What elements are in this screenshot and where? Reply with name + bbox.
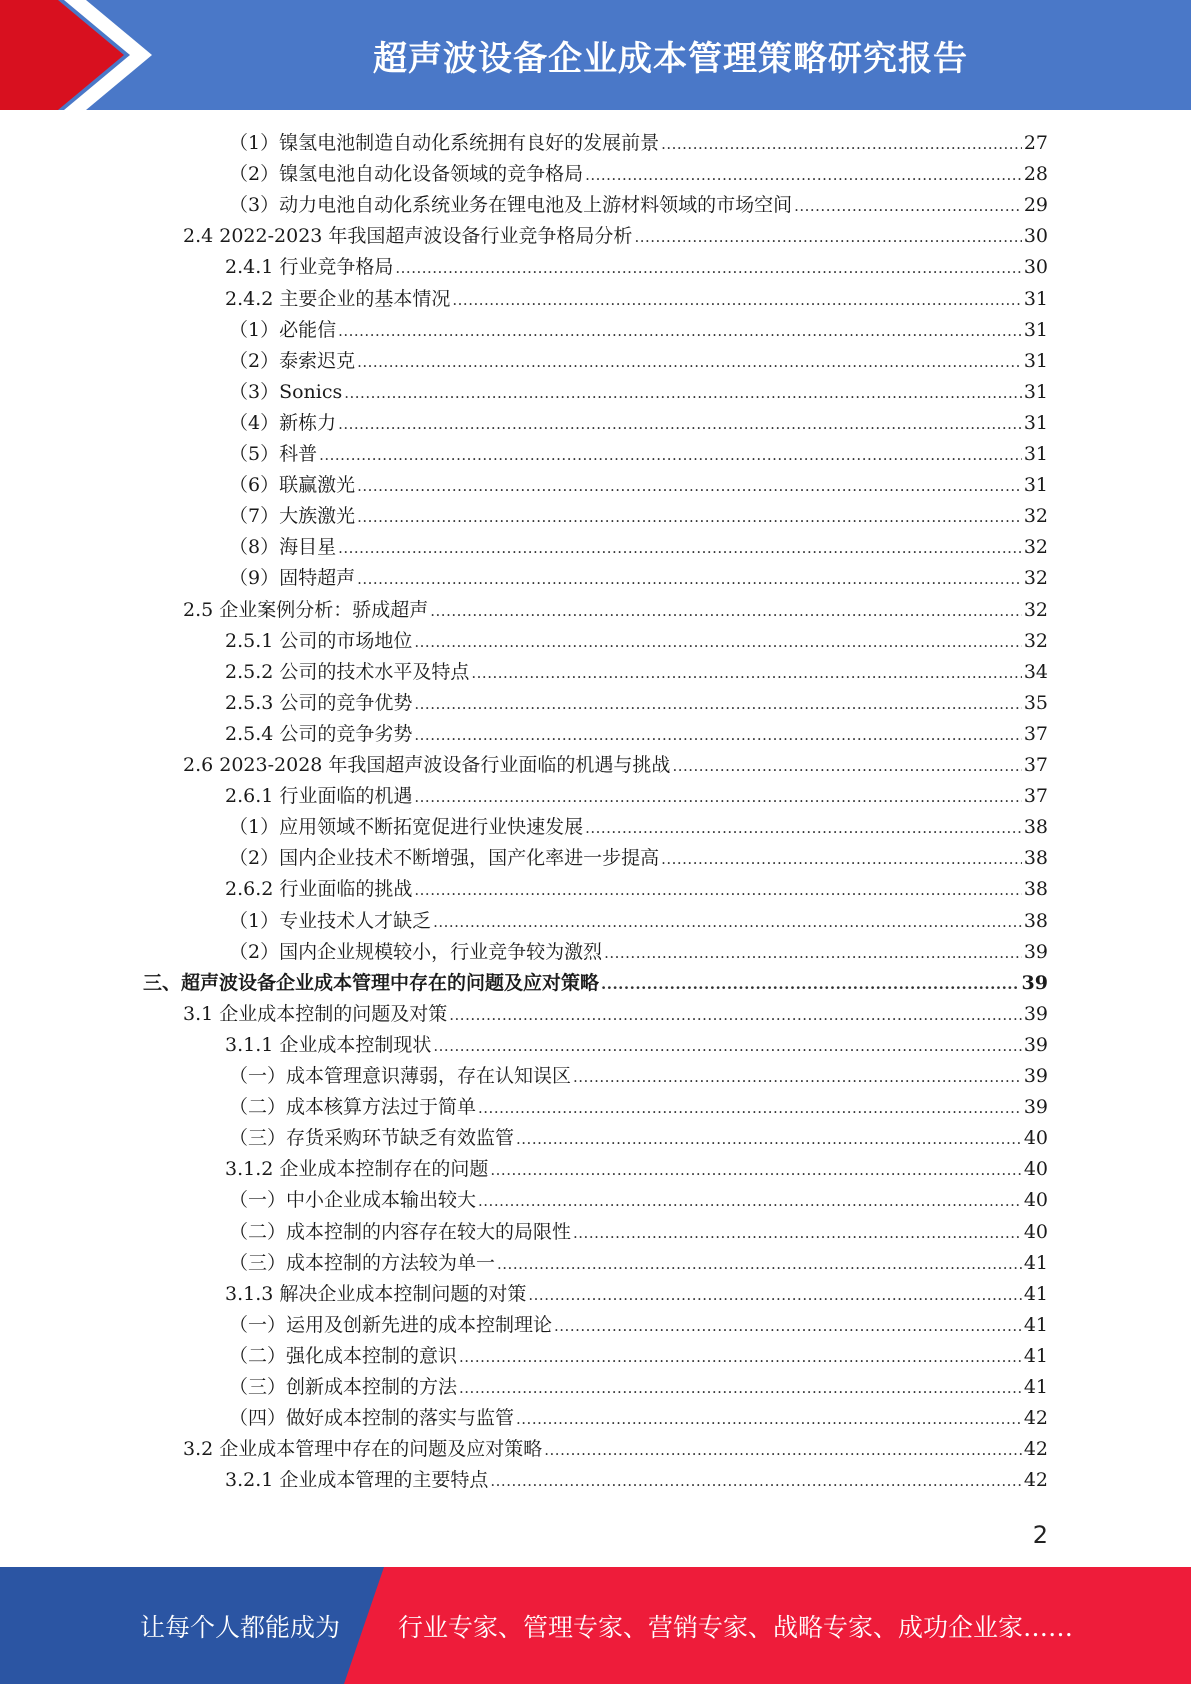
page-footer	[0, 1567, 1191, 1684]
toc-entry[interactable]	[225, 284, 1048, 315]
toc-dot-leader	[433, 913, 1022, 931]
toc-dot-leader	[395, 259, 1021, 277]
toc-entry[interactable]	[225, 1030, 1048, 1061]
toc-entry-label: （二）成本控制的内容存在较大的局限性	[229, 1220, 572, 1243]
toc-entry-page: 31	[1023, 380, 1048, 403]
toc-entry[interactable]	[229, 408, 1048, 439]
toc-entry-page: 39	[1021, 971, 1048, 994]
toc-entry-page: 42	[1023, 1438, 1048, 1461]
toc-entry-label: （二）成本核算方法过于简单	[229, 1096, 477, 1119]
toc-dot-leader	[516, 1130, 1022, 1148]
toc-dot-leader	[338, 415, 1022, 433]
toc-entry-page: 37	[1023, 754, 1048, 776]
toc-entry-label: （三）成本控制的方法较为单一	[229, 1251, 496, 1274]
toc-dot-leader	[554, 1317, 1022, 1335]
toc-entry-page: 40	[1023, 1158, 1048, 1181]
toc-entry[interactable]	[229, 315, 1048, 346]
toc-dot-leader	[459, 1379, 1022, 1397]
toc-entry-page: 29	[1023, 194, 1048, 217]
toc-dot-leader	[544, 1441, 1022, 1459]
toc-entry[interactable]	[225, 252, 1048, 283]
toc-dot-leader	[357, 353, 1022, 371]
toc-entry-label: 2.5.3 公司的竞争优势	[225, 691, 413, 714]
toc-dot-leader	[357, 477, 1022, 495]
toc-entry[interactable]	[229, 1372, 1048, 1403]
toc-entry-page: 42	[1023, 1407, 1048, 1430]
toc-entry-page: 32	[1023, 536, 1048, 559]
toc-entry[interactable]	[229, 1403, 1048, 1434]
toc-entry-label: （3）Sonics	[229, 380, 343, 403]
toc-entry[interactable]	[229, 439, 1048, 470]
toc-entry-page: 31	[1023, 318, 1048, 341]
toc-entry-label: （一）成本管理意识薄弱，存在认知误区	[229, 1065, 572, 1087]
toc-dot-leader	[661, 135, 1022, 153]
toc-dot-leader	[357, 508, 1022, 526]
toc-dot-leader	[414, 726, 1021, 744]
toc-entry[interactable]	[229, 812, 1048, 843]
report-title: 超声波设备企业成本管理策略研究报告	[373, 38, 968, 79]
toc-entry-label: 三、超声波设备企业成本管理中存在的问题及应对策略	[143, 971, 600, 994]
toc-entry[interactable]	[229, 1123, 1048, 1154]
toc-entry-page: 28	[1023, 163, 1048, 186]
toc-entry[interactable]	[229, 128, 1048, 159]
toc-dot-leader	[449, 1006, 1022, 1024]
toc-entry-page: 40	[1023, 1127, 1048, 1150]
toc-entry-page: 37	[1023, 722, 1048, 745]
toc-entry-page: 30	[1023, 256, 1048, 279]
toc-entry-label: （7）大族激光	[229, 505, 356, 528]
toc-entry-label: （1）必能信	[229, 318, 337, 341]
toc-dot-leader	[430, 602, 1022, 620]
toc-entry-page: 38	[1023, 878, 1048, 901]
toc-dot-leader	[433, 1037, 1021, 1055]
toc-entry[interactable]	[183, 221, 1048, 252]
toc-entry-page: 31	[1023, 411, 1048, 434]
toc-entry-label: （一）中小企业成本输出较大	[229, 1189, 477, 1212]
toc-dot-leader	[585, 166, 1022, 184]
toc-entry[interactable]	[229, 1341, 1048, 1372]
toc-entry-label: 3.1.2 企业成本控制存在的问题	[225, 1158, 489, 1181]
toc-entry-label: （9）固特超声	[229, 567, 356, 590]
toc-entry[interactable]	[229, 532, 1048, 563]
toc-entry[interactable]	[225, 657, 1048, 688]
toc-dot-leader	[344, 384, 1022, 402]
toc-dot-leader	[573, 1068, 1022, 1086]
toc-entry[interactable]	[229, 563, 1048, 594]
toc-entry-label: 2.6.1 行业面临的机遇	[225, 785, 413, 808]
toc-dot-leader	[601, 975, 1020, 993]
toc-entry-page: 40	[1023, 1220, 1048, 1243]
toc-dot-leader	[338, 539, 1022, 557]
toc-entry[interactable]	[229, 1217, 1048, 1248]
footer-slogan-left: 让每个人都能成为	[140, 1612, 341, 1642]
toc-entry-label: 3.1.3 解决企业成本控制问题的对策	[225, 1282, 527, 1305]
page-number: 2	[1032, 1521, 1048, 1549]
toc-entry-page: 39	[1023, 1065, 1048, 1087]
toc-entry-page: 39	[1023, 1096, 1048, 1119]
toc-entry[interactable]	[225, 1279, 1048, 1310]
toc-entry[interactable]	[229, 1092, 1048, 1123]
toc-dot-leader	[338, 322, 1022, 340]
toc-dot-leader	[414, 788, 1021, 806]
toc-dot-leader	[497, 1255, 1022, 1273]
toc-entry-label: （2）泰索迟克	[229, 349, 356, 372]
toc-entry-page: 32	[1023, 505, 1048, 528]
toc-entry-page: 41	[1023, 1344, 1048, 1367]
toc-entry-label: （3）动力电池自动化系统业务在锂电池及上游材料领域的市场空间	[229, 194, 793, 217]
toc-entry-label: 2.4.1 行业竞争格局	[225, 256, 394, 279]
toc-entry-page: 34	[1023, 660, 1048, 683]
toc-entry[interactable]	[183, 595, 1048, 626]
toc-entry-label: 3.1.1 企业成本控制现状	[225, 1033, 432, 1056]
toc-entry-page: 38	[1023, 816, 1048, 839]
toc-entry[interactable]	[229, 843, 1048, 874]
toc-entry[interactable]	[225, 1154, 1048, 1185]
toc-dot-leader	[672, 757, 1021, 775]
toc-dot-leader	[604, 944, 1022, 962]
toc-dot-leader	[478, 1099, 1022, 1117]
toc-dot-leader	[573, 1224, 1022, 1242]
toc-entry-label: 3.1 企业成本控制的问题及对策	[183, 1002, 448, 1025]
toc-entry[interactable]	[225, 1465, 1048, 1496]
toc-dot-leader	[585, 819, 1022, 837]
toc-entry-page: 35	[1023, 691, 1048, 714]
chevron-arrow-icon	[0, 0, 160, 110]
toc-entry-label: 2.5.4 公司的竞争劣势	[225, 722, 413, 745]
toc-entry-label: （6）联赢激光	[229, 474, 356, 497]
toc-entry-page: 31	[1023, 443, 1048, 465]
page-header	[0, 0, 1191, 110]
toc-entry[interactable]	[183, 999, 1048, 1030]
toc-entry-label: （2）国内企业技术不断增强，国产化率进一步提高	[229, 847, 660, 870]
toc-entry[interactable]	[229, 159, 1048, 190]
toc-entry[interactable]	[229, 346, 1048, 377]
toc-entry-page: 38	[1023, 909, 1048, 932]
toc-entry-label: （四）做好成本控制的落实与监管	[229, 1407, 515, 1430]
toc-entry-label: （5）科普	[229, 443, 318, 465]
toc-dot-leader	[357, 570, 1022, 588]
toc-entry-label: 2.6.2 行业面临的挑战	[225, 878, 413, 901]
toc-entry-page: 42	[1023, 1469, 1048, 1492]
toc-entry-label: （一）运用及创新先进的成本控制理论	[229, 1313, 553, 1336]
toc-entry[interactable]	[225, 688, 1048, 719]
toc-entry-page: 32	[1023, 598, 1048, 621]
toc-dot-leader	[490, 1161, 1021, 1179]
toc-entry-page: 39	[1023, 1002, 1048, 1025]
toc-entry-page: 37	[1023, 785, 1048, 808]
toc-entry[interactable]	[183, 750, 1048, 781]
toc-dot-leader	[414, 881, 1021, 899]
toc-entry[interactable]	[183, 1434, 1048, 1465]
toc-entry-page: 30	[1023, 225, 1048, 248]
toc-entry-label: （2）国内企业规模较小，行业竞争较为激烈	[229, 940, 603, 963]
toc-entry-page: 32	[1023, 629, 1048, 652]
toc-entry[interactable]	[225, 874, 1048, 905]
toc-entry-label: 2.5 企业案例分析：骄成超声	[183, 598, 429, 621]
toc-entry[interactable]	[229, 190, 1048, 221]
footer-slogan-right: 行业专家、管理专家、营销专家、战略专家、成功企业家……	[398, 1612, 1074, 1642]
toc-dot-leader	[794, 197, 1022, 215]
toc-dot-leader	[490, 1472, 1021, 1490]
toc-entry-page: 39	[1023, 1033, 1048, 1056]
toc-entry-page: 40	[1023, 1189, 1048, 1212]
toc-entry-page: 41	[1023, 1251, 1048, 1274]
toc-entry-label: （三）存货采购环节缺乏有效监管	[229, 1127, 515, 1150]
toc-entry-label: 2.4.2 主要企业的基本情况	[225, 287, 451, 310]
toc-entry-page: 27	[1023, 132, 1048, 154]
toc-entry-page: 39	[1023, 940, 1048, 963]
toc-entry-page: 32	[1023, 567, 1048, 590]
toc-entry-label: 3.2 企业成本管理中存在的问题及应对策略	[183, 1438, 543, 1461]
toc-entry-label: （二）强化成本控制的意识	[229, 1344, 458, 1367]
toc-entry[interactable]	[229, 1061, 1048, 1092]
toc-entry[interactable]	[229, 937, 1048, 968]
toc-entry[interactable]	[225, 626, 1048, 657]
toc-entry-page: 38	[1023, 847, 1048, 870]
toc-entry[interactable]	[229, 906, 1048, 937]
toc-entry-label: （1）应用领域不断拓宽促进行业快速发展	[229, 816, 584, 839]
toc-entry-label: 2.6 2023-2028 年我国超声波设备行业面临的机遇与挑战	[183, 754, 671, 776]
toc-entry-label: （1）镍氢电池制造自动化系统拥有良好的发展前景	[229, 132, 660, 154]
toc-entry-page: 41	[1023, 1376, 1048, 1398]
toc-entry-page: 31	[1023, 287, 1048, 310]
toc-entry[interactable]	[229, 377, 1048, 408]
toc-entry[interactable]	[225, 719, 1048, 750]
toc-entry[interactable]	[229, 1248, 1048, 1279]
toc-dot-leader	[661, 850, 1022, 868]
toc-entry-label: 2.5.2 公司的技术水平及特点	[225, 660, 470, 683]
toc-entry-label: 2.5.1 公司的市场地位	[225, 629, 413, 652]
toc-entry-label: 2.4 2022-2023 年我国超声波设备行业竞争格局分析	[183, 225, 633, 248]
toc-dot-leader	[471, 664, 1021, 682]
toc-entry-page: 31	[1023, 474, 1048, 497]
toc-entry[interactable]	[143, 968, 1048, 999]
toc-entry-page: 41	[1023, 1313, 1048, 1336]
toc-entry-label: （4）新栋力	[229, 411, 337, 434]
toc-entry-page: 31	[1023, 349, 1048, 372]
toc-entry-label: 3.2.1 企业成本管理的主要特点	[225, 1469, 489, 1492]
toc-entry-label: （8）海目星	[229, 536, 337, 559]
toc-entry-label: （2）镍氢电池自动化设备领域的竞争格局	[229, 163, 584, 186]
toc-entry-page: 41	[1023, 1282, 1048, 1305]
toc-entry-label: （三）创新成本控制的方法	[229, 1376, 458, 1398]
toc-dot-leader	[478, 1192, 1022, 1210]
toc-dot-leader	[528, 1286, 1021, 1304]
toc-dot-leader	[414, 633, 1021, 651]
toc-entry[interactable]	[229, 470, 1048, 501]
toc-dot-leader	[634, 228, 1021, 246]
toc-entry[interactable]	[225, 781, 1048, 812]
toc-entry[interactable]	[229, 1185, 1048, 1216]
toc-entry-label: （1）专业技术人才缺乏	[229, 909, 432, 932]
toc-dot-leader	[459, 1348, 1022, 1366]
toc-dot-leader	[319, 446, 1022, 464]
toc-dot-leader	[452, 291, 1021, 309]
toc-entry[interactable]	[229, 1310, 1048, 1341]
toc-entry[interactable]	[229, 501, 1048, 532]
toc-dot-leader	[414, 695, 1021, 713]
toc-dot-leader	[516, 1410, 1022, 1428]
